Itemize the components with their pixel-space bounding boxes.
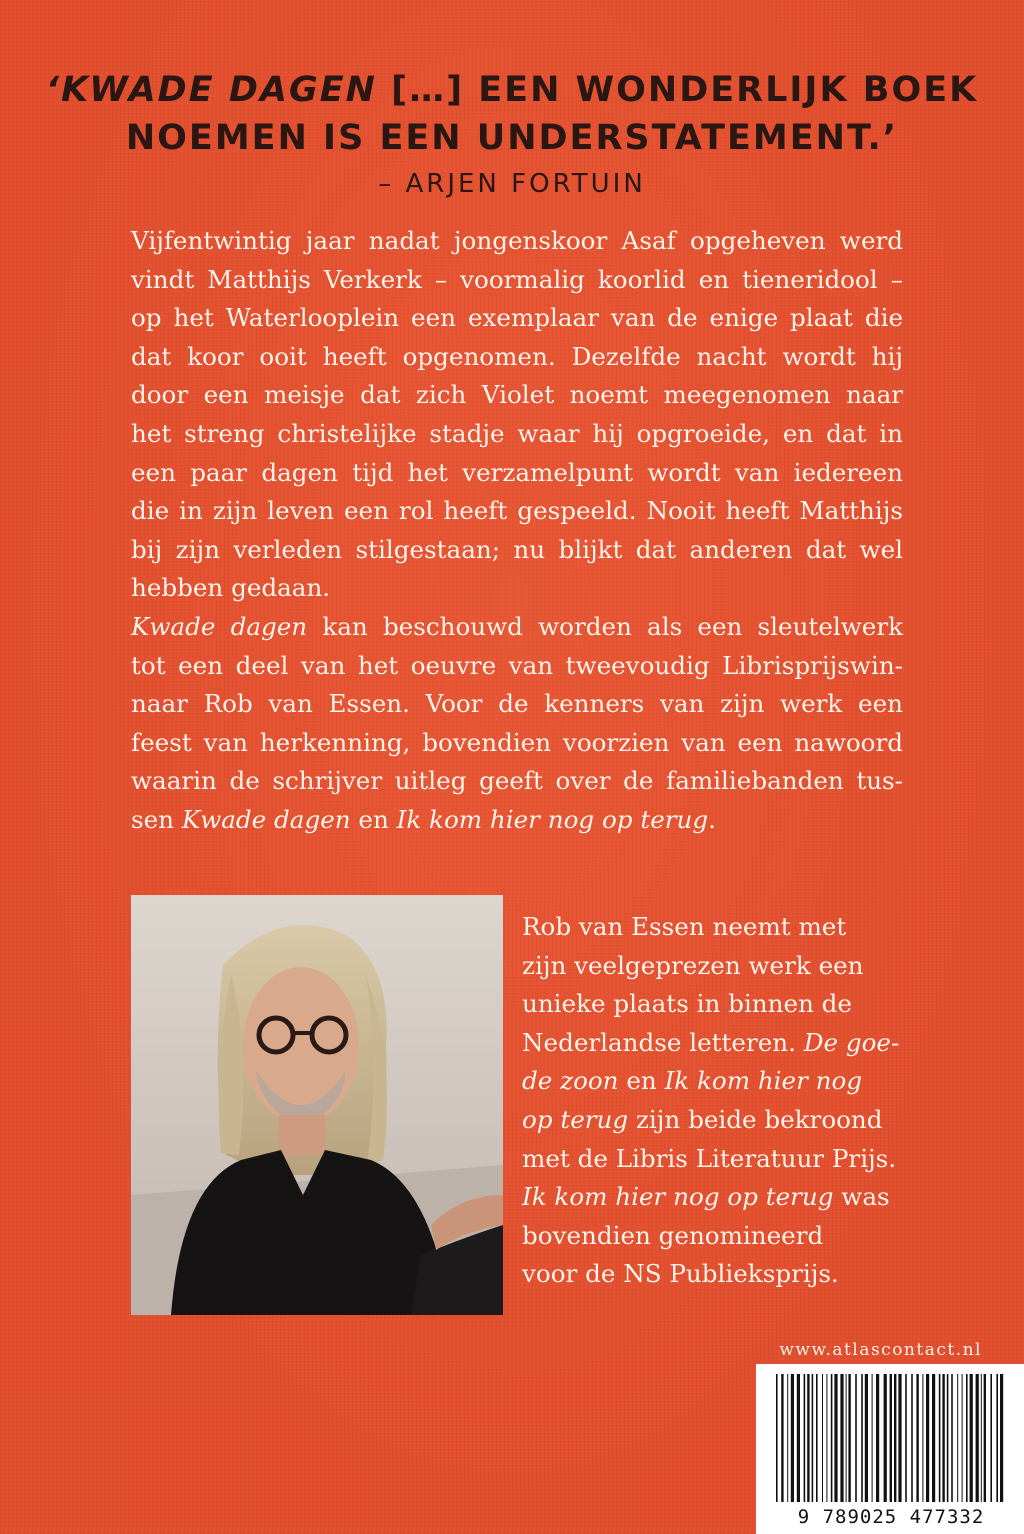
barcode-bar — [942, 1374, 944, 1502]
barcode-bar — [916, 1374, 918, 1502]
barcode-bar — [1000, 1374, 1003, 1502]
bio-line — [522, 1178, 902, 1217]
barcode-bar — [855, 1374, 857, 1502]
book-title-italic: Ik kom hier nog — [664, 1066, 863, 1096]
bio-line: zijn veelgeprezen werk een — [522, 950, 864, 980]
barcode-bar — [990, 1374, 992, 1502]
book-title-italic: Kwade dagen — [181, 804, 351, 834]
blurb-text: sen — [131, 804, 182, 834]
bio-line: Rob van Essen neemt met — [522, 912, 847, 941]
barcode-bar — [898, 1374, 901, 1502]
bio-text: was — [833, 1182, 890, 1212]
review-quote — [0, 66, 1024, 202]
barcode-bar — [872, 1374, 873, 1502]
bio-line: bovendien genomineerd — [522, 1220, 824, 1250]
author-bio — [522, 908, 902, 1294]
barcode-bar — [791, 1374, 794, 1502]
blurb-line: waarin de schrijver uitleg geeft over de familiebanden tus- — [131, 766, 903, 796]
bio-text: Nederlandse letteren. — [522, 1027, 804, 1057]
barcode-bar — [932, 1374, 935, 1502]
blurb-line: naar Rob van Essen. Voor de kenners van zijn werk een — [131, 689, 903, 719]
bio-line — [522, 1024, 902, 1063]
barcode-bar — [787, 1374, 788, 1502]
bio-line: unieke plaats in binnen de — [522, 989, 852, 1019]
blurb-line: hebben gedaan. — [131, 573, 331, 603]
blurb-line: tot een deel van het oeuvre van tweevoudig Librisprijswin- — [131, 650, 903, 680]
quote-line-2: NOEMEN IS EEN UNDERSTATEMENT.’ — [125, 118, 899, 158]
publisher-url: www.atlascontact.nl — [779, 1340, 982, 1360]
barcode-bar — [966, 1374, 968, 1502]
barcode-bar — [905, 1374, 907, 1502]
blurb-line: een paar dagen tijd het verzamelpunt wordt van iedereen — [131, 457, 903, 487]
blurb-line: Vijfentwintig jaar nadat jongenskoor Asaf opgeheven werd — [131, 226, 903, 255]
blurb-paragraph-1 — [131, 222, 903, 608]
barcode-bar — [939, 1374, 941, 1502]
barcode-bar — [831, 1374, 833, 1502]
barcode — [756, 1364, 1024, 1534]
blurb-line — [131, 608, 903, 647]
blurb-text: en — [350, 804, 397, 834]
quote-attribution: – ARJEN FORTUIN — [378, 169, 646, 199]
barcode-bar — [981, 1374, 982, 1502]
quote-line-1 — [0, 66, 1024, 114]
barcode-bar — [797, 1374, 800, 1502]
barcode-bar — [894, 1374, 896, 1502]
blurb-line: door een meisje dat zich Violet noemt meegenomen naar — [131, 380, 903, 410]
barcode-bar — [876, 1374, 879, 1502]
book-title-italic: de zoon — [522, 1066, 619, 1096]
bio-text: en — [618, 1066, 665, 1096]
barcode-bar — [911, 1374, 913, 1502]
blurb-line: vindt Matthijs Verkerk – voormalig koorlid en tieneridool – — [131, 264, 903, 294]
barcode-bar — [781, 1374, 783, 1502]
barcode-bar — [807, 1374, 809, 1502]
isbn-number: 9 789025 477332 — [797, 1506, 985, 1528]
barcode-bar — [970, 1374, 973, 1502]
blurb-text: . — [708, 804, 716, 834]
barcode-bars — [774, 1374, 1006, 1502]
barcode-bar — [962, 1374, 963, 1502]
barcode-bar — [922, 1374, 923, 1502]
author-photo — [131, 895, 503, 1315]
book-title-italic: Kwade dagen — [131, 611, 308, 641]
book-title-italic: op terug — [522, 1104, 629, 1134]
book-title-italic: Ik kom hier nog op terug — [522, 1182, 834, 1212]
barcode-bar — [865, 1374, 868, 1502]
barcode-bar — [834, 1374, 837, 1502]
barcode-bar — [996, 1374, 998, 1502]
book-title-italic: De goe- — [803, 1027, 900, 1057]
blurb-line: het streng christelijke stadje waar hij opgroeide, en dat in — [131, 418, 903, 448]
blurb-paragraph-2 — [131, 608, 903, 840]
barcode-bar — [804, 1374, 806, 1502]
barcode-bar — [826, 1374, 827, 1502]
quote-title-italic: ‘KWADE DAGEN — [45, 70, 377, 110]
blurb-line — [131, 801, 903, 840]
bio-line — [522, 1062, 902, 1101]
book-title-italic: Ik kom hier nog op terug — [396, 804, 709, 834]
author-portrait-illustration — [131, 895, 503, 1315]
barcode-bar — [848, 1374, 850, 1502]
blurb — [131, 222, 903, 840]
barcode-bar — [861, 1374, 863, 1502]
barcode-bar — [926, 1374, 929, 1502]
barcode-bar — [890, 1374, 892, 1502]
blurb-line: op het Waterlooplein een exemplaar van de enige plaat die — [131, 303, 903, 333]
barcode-bar — [846, 1374, 847, 1502]
blurb-line: bij zijn verleden stilgestaan; nu blijkt dat anderen dat wel — [131, 534, 903, 564]
blurb-line: dat koor ooit heeft opgenomen. Dezelfde nacht wordt hij — [131, 341, 903, 371]
blurb-line: feest van herkenning, bovendien voorzien van een nawoord — [131, 727, 903, 757]
barcode-bar — [957, 1374, 958, 1502]
barcode-bar — [976, 1374, 979, 1502]
bio-text: zijn beide bekroond — [628, 1104, 883, 1134]
bio-line: met de Libris Literatuur Prijs. — [522, 1143, 897, 1173]
barcode-bar — [776, 1374, 778, 1502]
barcode-bar — [984, 1374, 986, 1502]
barcode-bar — [884, 1374, 887, 1502]
blurb-text: kan beschouwd worden als een sleutelwerk — [307, 611, 903, 641]
barcode-bar — [816, 1374, 818, 1502]
barcode-bar — [812, 1374, 814, 1502]
barcode-bar — [840, 1374, 843, 1502]
bio-line — [522, 1101, 902, 1140]
barcode-bar — [951, 1374, 953, 1502]
quote-line-1-rest: […] EEN WONDERLIJK BOEK — [376, 70, 979, 110]
blurb-line: die in zijn leven een rol heeft gespeeld. Nooit heeft Matthijs — [131, 496, 903, 526]
bio-line: voor de NS Publieksprijs. — [522, 1259, 839, 1289]
barcode-bar — [822, 1374, 823, 1502]
barcode-bar — [947, 1374, 949, 1502]
